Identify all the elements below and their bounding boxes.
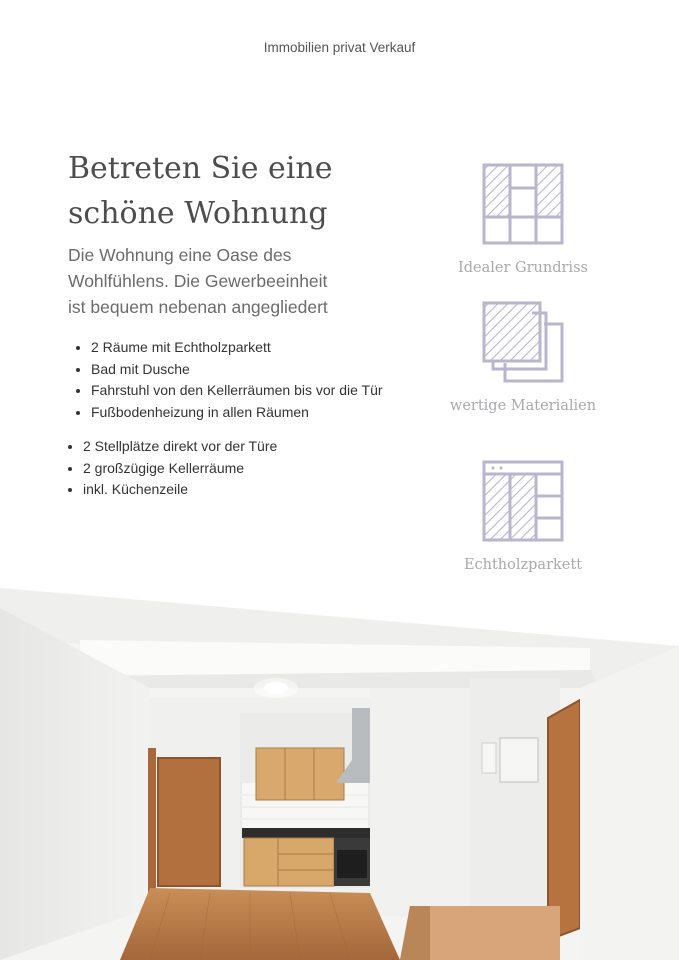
list-item: • Fahrstuhl von den Kellerräumen bis vor die Tür [91, 380, 383, 402]
feature-icon-block [440, 300, 606, 414]
icon-label: Idealer Grundriss [458, 260, 588, 276]
material-samples-icon [481, 300, 565, 384]
page-header: Immobilien privat Verkauf [263, 40, 416, 55]
page-subtitle: Die Wohnung eine Oase des Wohlfühlens. Die Gewerbeeinheit ist bequem nebenan angegliedert [68, 245, 328, 317]
list-item: • Fußbodenheizung in allen Räumen [91, 402, 383, 424]
page-title [68, 146, 428, 236]
apartment-photo [0, 588, 679, 960]
title-line-1: Betreten Sie eine [68, 151, 333, 186]
icon-label: Echtholzparkett [463, 557, 583, 573]
list-item: • 2 Stellplätze direkt vor der Türe [83, 436, 277, 458]
feature-list [72, 337, 383, 423]
feature-icon-block [440, 459, 606, 573]
list-item: • inkl. Küchenzeile [83, 479, 277, 501]
feature-icon-block [440, 162, 606, 276]
icon-label: wertige Materialien [449, 398, 597, 414]
list-item: • Bad mit Dusche [91, 359, 383, 381]
title-line-2: schöne Wohnung [68, 196, 328, 231]
list-item: • 2 Räume mit Echtholzparkett [91, 337, 383, 359]
parquet-icon [481, 459, 565, 543]
floor-plan-icon [481, 162, 565, 246]
list-item: • 2 großzügige Kellerräume [83, 458, 277, 480]
extras-list [64, 436, 277, 501]
